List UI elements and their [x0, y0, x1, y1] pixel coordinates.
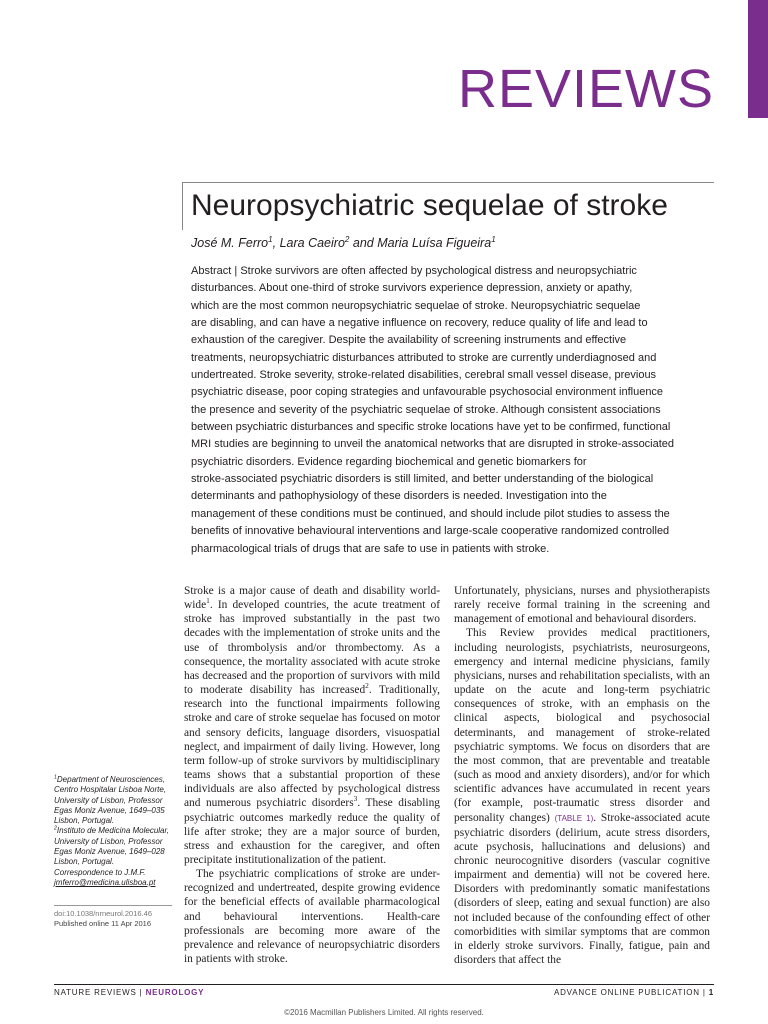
article-title: Neuropsychiatric sequelae of stroke [191, 189, 668, 222]
citation-ref[interactable]: 2 [365, 681, 369, 691]
abstract-text: are disabling, and can have a negative influence on recovery, reduce quality of life and lead to [191, 317, 648, 330]
affiliation-number: 2 [54, 825, 57, 832]
abstract [191, 263, 710, 558]
abstract-text: exhaustion of the caregiver. Despite the availability of screening instruments and effective [191, 334, 627, 347]
sidebar-divider [54, 905, 172, 906]
published-date: Published online 11 Apr 2016 [54, 919, 152, 928]
abstract-line [191, 384, 710, 401]
author-affiliation-mark: 1 [268, 234, 273, 244]
body-paragraph: Unfortunately, physicians, nurses and physiotherapists rarely receive formal training in the screening and management of emotional and behavioural disorders. [454, 585, 710, 626]
body-text: . These disabling psychiatric outcomes markedly reduce the quality of life after stroke; they are a major source of burden, stress and exhaustion for the caregiver, and often precipitate institutionalization of the patient. [184, 797, 440, 866]
abstract-label: Abstract | [191, 265, 241, 277]
abstract-text: benefits of innovative behavioural interventions and large-scale cooperative randomized controlled [191, 525, 670, 538]
body-text: . Stroke-associated acute psychiatric disorders (delirium, acute stress disorders, acute psychosis, hallucinations and delusions) and chronic neurocognitive disorders (vascular cognitive impairment and dementia) will not be covered here. Disorders with predominantly somatic manifestations (disorders of sleep, eating and sexual function) are also not included because of the confounding effect of other comorbidities with similar symptoms that are common in elderly stroke survivors. Finally, fatigue, pain and disorders that affect the [454, 811, 710, 967]
copyright-notice: ©2016 Macmillan Publishers Limited. All rights reserved. [284, 1008, 484, 1017]
abstract-line [191, 506, 710, 523]
abstract-line [191, 471, 710, 488]
abstract-line [191, 280, 710, 297]
correspondence-email-link[interactable]: jmferro@medicina.ulisboa.pt [54, 877, 156, 887]
correspondence-label: Correspondence to J.M.F. [54, 867, 146, 877]
section-color-bar [748, 0, 768, 118]
author-affiliation-mark: 2 [344, 234, 350, 244]
abstract-text: between psychiatric disturbances and specific stroke locations have yet to be confirmed, functional [191, 421, 671, 434]
abstract-line [191, 541, 710, 558]
footer-divider [54, 984, 714, 985]
author-separator: and [349, 236, 378, 250]
abstract-line [191, 436, 710, 453]
abstract-text: management of these conditions must be continued, and should include pilot studies to assess the [191, 507, 670, 520]
body-paragraph: The psychiatric complications of stroke are under-recognized and undertreated, despite growing evidence for the beneficial effects of available pharmacological and behavioural interventions. Health-care professionals are becoming more aware of the prevalence and relevance of neuropsychiatric disorders in patients with stroke. [184, 868, 440, 966]
body-text: This Review provides medical practitioners, including neurologists, psychiatrists, neurosurgeons, emergency and internal medicine physicians, family physicians, nurses and rehabilitation specialists, with an update on the acute and long-term psychiatric consequences of stroke, with an emphasis on the clinical aspects, biological and psychosocial determinants, and management of stroke-related psychiatric symptoms. We focus on disorders that are the most common, that are preventable and treatable (such as mood and anxiety disorders), and/or for which scientific advances have accumulated in recent years (for example, post-traumatic stress disorder and personality changes) [454, 627, 710, 824]
abstract-text: undertreated. Stroke severity, stroke-related disabilities, cerebral small vessel disease, previous [191, 369, 657, 382]
body-paragraph [184, 584, 440, 867]
journal-title: NATURE REVIEWS [54, 988, 137, 997]
body-paragraph [454, 626, 710, 967]
abstract-text: treatments, neuropsychiatric disturbances attributed to stroke are currently underdiagnosed and [191, 351, 657, 364]
author-separator: , [272, 236, 280, 250]
author-list [191, 236, 496, 250]
body-text: . In developed countries, the acute treatment of stroke has improved substantially in the past two decades with the implementation of stroke units and the use of thrombolysis and/or thrombectomy. As a consequence, the mortality associated with acute stroke has decreased and the proportion of survivors with mild to moderate disability has increased [184, 599, 440, 697]
affiliation-entry [54, 826, 176, 867]
affiliation-entry [54, 775, 176, 826]
abstract-text: stroke-associated psychiatric disorders is still limited, and better understanding of the biological [191, 473, 654, 486]
abstract-text: disturbances. About one-third of stroke survivors experience depression, anxiety or apathy, [191, 282, 633, 295]
abstract-text: Stroke survivors are often affected by psychological distress and neuropsychiatric [240, 265, 637, 277]
advance-label: ADVANCE ONLINE PUBLICATION | [553, 988, 709, 997]
abstract-line [191, 488, 710, 505]
author-name: Lara Caeiro [279, 236, 345, 250]
title-rule-vertical [182, 182, 183, 230]
abstract-line [191, 402, 710, 419]
journal-name [54, 988, 204, 997]
abstract-line [191, 315, 710, 332]
citation-ref[interactable]: 3 [353, 794, 358, 804]
abstract-line [191, 298, 710, 315]
abstract-text: the presence and severity of the psychiatric sequelae of stroke. Although consistent associations [191, 403, 661, 416]
title-rule-horizontal [182, 182, 714, 183]
body-column-right [454, 584, 710, 967]
author-name: José M. Ferro [191, 236, 269, 250]
affiliation-text: Instituto de Medicina Molecular, University of Lisbon, Professor Egas Moniz Avenue, 1649–028 Lisbon, Portugal. [54, 826, 169, 867]
abstract-line [191, 350, 710, 367]
abstract-text: MRI studies are beginning to unveil the anatomical networks that are disrupted in stroke-associated [191, 438, 675, 451]
author-affiliation-mark: 1 [491, 234, 496, 244]
body-column-left [184, 584, 440, 966]
abstract-line [191, 367, 710, 384]
abstract-text: pharmacological trials of drugs that are safe to use in patients with stroke. [191, 542, 550, 555]
table-reference[interactable]: (TABLE 1) [554, 813, 594, 823]
journal-section: NEUROLOGY [145, 988, 205, 997]
affiliations-sidebar [54, 775, 176, 888]
abstract-text: psychiatric disease, poor coping strategies and unfavourable psychosocial environment influence [191, 386, 664, 399]
citation-ref[interactable]: 1 [206, 596, 210, 606]
abstract-line [191, 263, 710, 280]
page-number: 1 [708, 988, 714, 997]
publication-status [554, 988, 714, 997]
abstract-line [191, 523, 710, 540]
affiliation-text: Department of Neurosciences, Centro Hospitalar Lisboa Norte, University of Lisbon, Professor Egas Moniz Avenue, 1649–035 Lisbon, Portugal. [54, 775, 167, 826]
journal-separator: | [136, 988, 146, 997]
abstract-text: which are the most common neuropsychiatric sequelae of stroke. Neuropsychiatric sequelae [191, 299, 641, 312]
author-name: Maria Luísa Figueira [377, 236, 492, 250]
affiliation-number: 1 [54, 774, 57, 781]
abstract-line [191, 454, 710, 471]
doi-link[interactable]: doi:10.1038/nrneurol.2016.46 [54, 909, 152, 918]
abstract-line [191, 332, 710, 349]
body-text: Stroke is a major cause of death and disability world-wide [184, 585, 440, 612]
abstract-text: determinants and pathophysiology of these disorders is needed. Investigation into the [191, 490, 607, 503]
abstract-text: psychiatric disorders. Evidence regarding biochemical and genetic biomarkers for [191, 455, 587, 468]
section-label: REVIEWS [457, 59, 714, 119]
abstract-line [191, 419, 710, 436]
body-text: . Traditionally, research into the functional impairments following stroke and care of stroke sequelae has focused on motor and sensory deficits, language disorders, visuospatial neglect, and impairment of daily living. However, long term follow-up of stroke survivors by multidisciplinary teams shows that a substantial proportion of these individuals are also affected by psychological distress and numerous psychiatric disorders [184, 684, 440, 810]
